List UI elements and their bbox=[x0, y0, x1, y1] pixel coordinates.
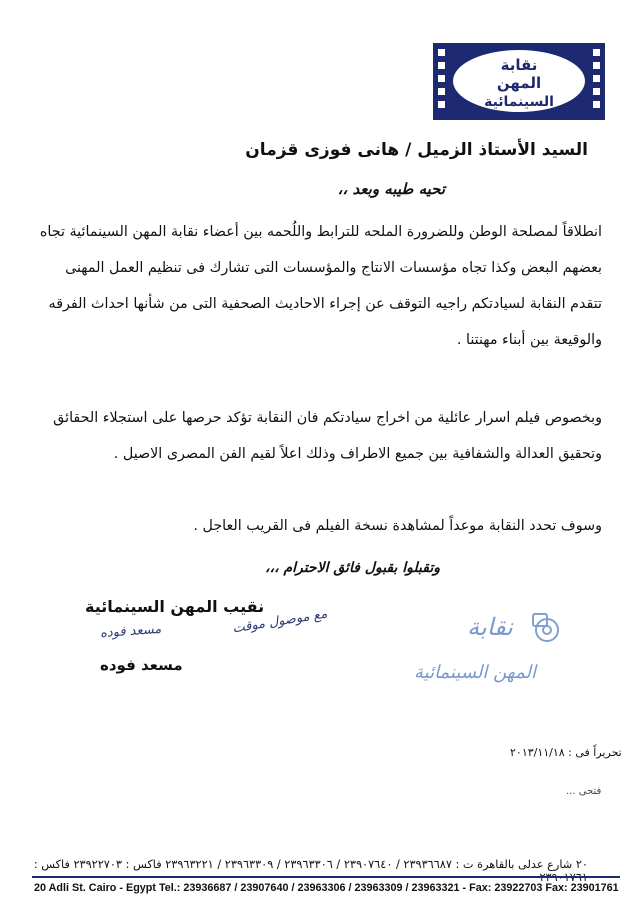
stamp-line-2: المهن السينمائية bbox=[413, 662, 537, 683]
signatory-name: مسعد فوده bbox=[100, 656, 183, 674]
logo-line-1: نقابة bbox=[500, 56, 538, 74]
recipient-line: السيد الأستاذ الزميل / هانى فوزى قزمان bbox=[245, 140, 588, 160]
closing-line: وتقبلوا بقبول فائق الاحترام ،،، bbox=[265, 560, 440, 576]
date-line: تحريراً فى : ٢٠١٣/١١/١٨ bbox=[510, 746, 622, 759]
union-logo bbox=[433, 43, 605, 120]
body-paragraph-2: وبخصوص فيلم اسرار عائلية من اخراج سيادتكم فان النقابة تؤكد حرصها على استجلاء الحقائق وتحقيق العدالة والشفافية بين جميع الاطراف وذلك اعلاً لقيم الفن المصرى الاصيل . bbox=[53, 410, 602, 462]
body-paragraph-3: وسوف تحدد النقابة موعداً لمشاهدة نسخة الفيلم فى القريب العاجل . bbox=[193, 518, 602, 534]
footer-address-english: 20 Adli St. Cairo - Egypt Tel.: 23936687 / 23907640 / 23963306 / 23963309 / 23963321 - Fax: 23922703 Fax: 23901761 bbox=[34, 882, 619, 894]
handwritten-note: مع موصول موقت bbox=[231, 606, 329, 637]
body-paragraph-1: انطلاقاً لمصلحة الوطن وللضرورة الملحه للترابط واللُحمه بين أعضاء نقابة المهن السينمائية تجاه بعضهم البعض وكذا تجاه مؤسسات الانتاج والمؤسسات التى تشارك فى تنظيم العمل المهنى تتقدم النقابة لسيادتكم راجيه التوقف عن إجراء الاحاديث الصحفية التى من شأنها احداث الفرقه والوقيعة بين أبناء مهنتنا . bbox=[39, 224, 602, 348]
footer-divider bbox=[32, 876, 620, 878]
signatory-title: نقيب المهن السينمائية bbox=[85, 597, 265, 616]
handwritten-signature: مسعد فوده bbox=[99, 621, 162, 642]
footer-address-arabic: ٢٠ شارع عدلى بالقاهرة ت : ٢٣٩٣٦٦٨٧ / ٢٣٩٠٧٦٤٠ / ٢٣٩٦٣٣٠٦ / ٢٣٩٦٣٣٠٩ / ٢٣٩٦٣٢٢١ فاكس : ٢٣٩٢٢٧٠٣ فاكس : bbox=[33, 858, 588, 871]
reference-initials: فتحى ... bbox=[566, 786, 602, 797]
stamp-line-1: نقابة bbox=[467, 613, 513, 641]
greeting: تحيه طيبه وبعد ،، bbox=[337, 180, 445, 198]
union-stamp bbox=[395, 590, 565, 700]
logo-line-3: السينمائية bbox=[484, 94, 554, 110]
logo-line-2: المهن bbox=[496, 74, 542, 92]
